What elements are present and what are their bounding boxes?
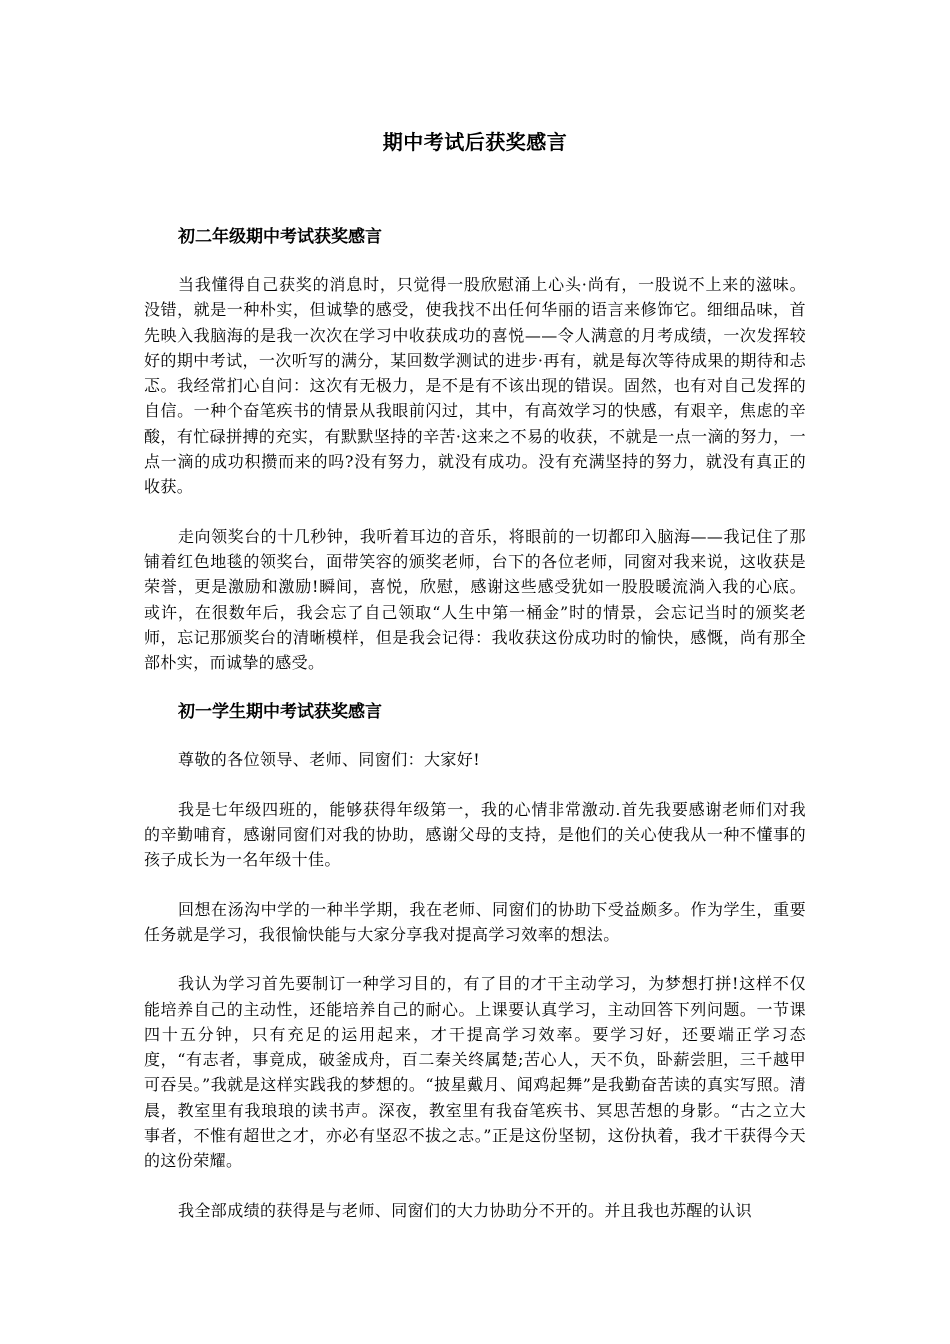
paragraph: 我是七年级四班的，能够获得年级第一，我的心情非常激动.首先我要感谢老师们对我的辛勤哺育，感谢同窗们对我的协助，感谢父母的支持，是他们的关心使我从一种不懂事的孩子成长为一名年级十佳。 [144, 799, 806, 870]
section-heading-grade8: 初二年级期中考试获奖感言 [178, 227, 382, 247]
paragraph: 我全部成绩的获得是与老师、同窗们的大力协助分不开的。并且我也苏醒的认识 [178, 1200, 753, 1220]
paragraph: 回想在汤沟中学的一种半学期，我在老师、同窗们的协助下受益颇多。作为学生，重要任务就是学习，我很愉快能与大家分享我对提高学习效率的想法。 [144, 899, 806, 944]
paragraph: 尊敬的各位领导、老师、同窗们：大家好! [178, 750, 481, 770]
document-title: 期中考试后获奖感言 [382, 130, 568, 154]
paragraph: 走向领奖台的十几秒钟，我听着耳边的音乐，将眼前的一切都印入脑海——我记住了那铺着红色地毯的领奖台，面带笑容的颁奖老师，台下的各位老师，同窗对我来说，这收获是荣誉，更是激励和激励!瞬间，喜悦，欣慰，感谢这些感受犹如一股股暖流淌入我的心底。或许，在很数年后，我会忘了自己领取“人生中第一桶金”时的情景，会忘记当时的颁奖老师，忘记那颁奖台的清晰模样，但是我会记得：我收获这份成功时的愉快，感慨，尚有那全部朴实，而诚挚的感受。 [144, 526, 806, 673]
section-heading-grade7: 初一学生期中考试获奖感言 [178, 702, 382, 723]
paragraph: 当我懂得自己获奖的消息时，只觉得一股欣慰涌上心头·尚有，一股说不上来的滋味。没错，就是一种朴实，但诚挚的感受，使我找不出任何华丽的语言来修饰它。细细品味，首先映入我脑海的是我一次次在学习中收获成功的喜悦——令人满意的月考成绩，一次发挥较好的期中考试，一次听写的满分，某回数学测试的进步·再有，就是每次等待成果的期待和忐忑。我经常扪心自问：这次有无极力，是不是有不该出现的错误。固然，也有对自己发挥的自信。一种个奋笔疾书的情景从我眼前闪过，其中，有高效学习的快感，有艰辛，焦虑的辛酸，有忙碌拼搏的充实，有默默坚持的辛苦·这来之不易的收获，不就是一点一滴的努力，一点一滴的成功积攒而来的吗?没有努力，就没有成功。没有充满坚持的努力，就没有真正的收获。 [144, 275, 806, 497]
paragraph: 我认为学习首先要制订一种学习目的，有了目的才干主动学习，为梦想打拼!这样不仅能培养自己的主动性，还能培养自己的耐心。上课要认真学习，主动回答下列问题。一节课四十五分钟，只有充足的运用起来，才干提高学习效率。要学习好，还要端正学习态度，“有志者，事竟成，破釜成舟，百二秦关终属楚;苦心人，天不负，卧薪尝胆，三千越甲可吞吴。”我就是这样实践我的梦想的。“披星戴月、闻鸡起舞”是我勤奋苦读的真实写照。清晨，教室里有我琅琅的读书声。深夜，教室里有我奋笔疾书、冥思苦想的身影。“古之立大事者，不惟有超世之才，亦必有坚忍不拔之志。”正是这份坚韧，这份执着，我才干获得今天的这份荣耀。 [144, 974, 806, 1171]
document-body [144, 224, 806, 1223]
